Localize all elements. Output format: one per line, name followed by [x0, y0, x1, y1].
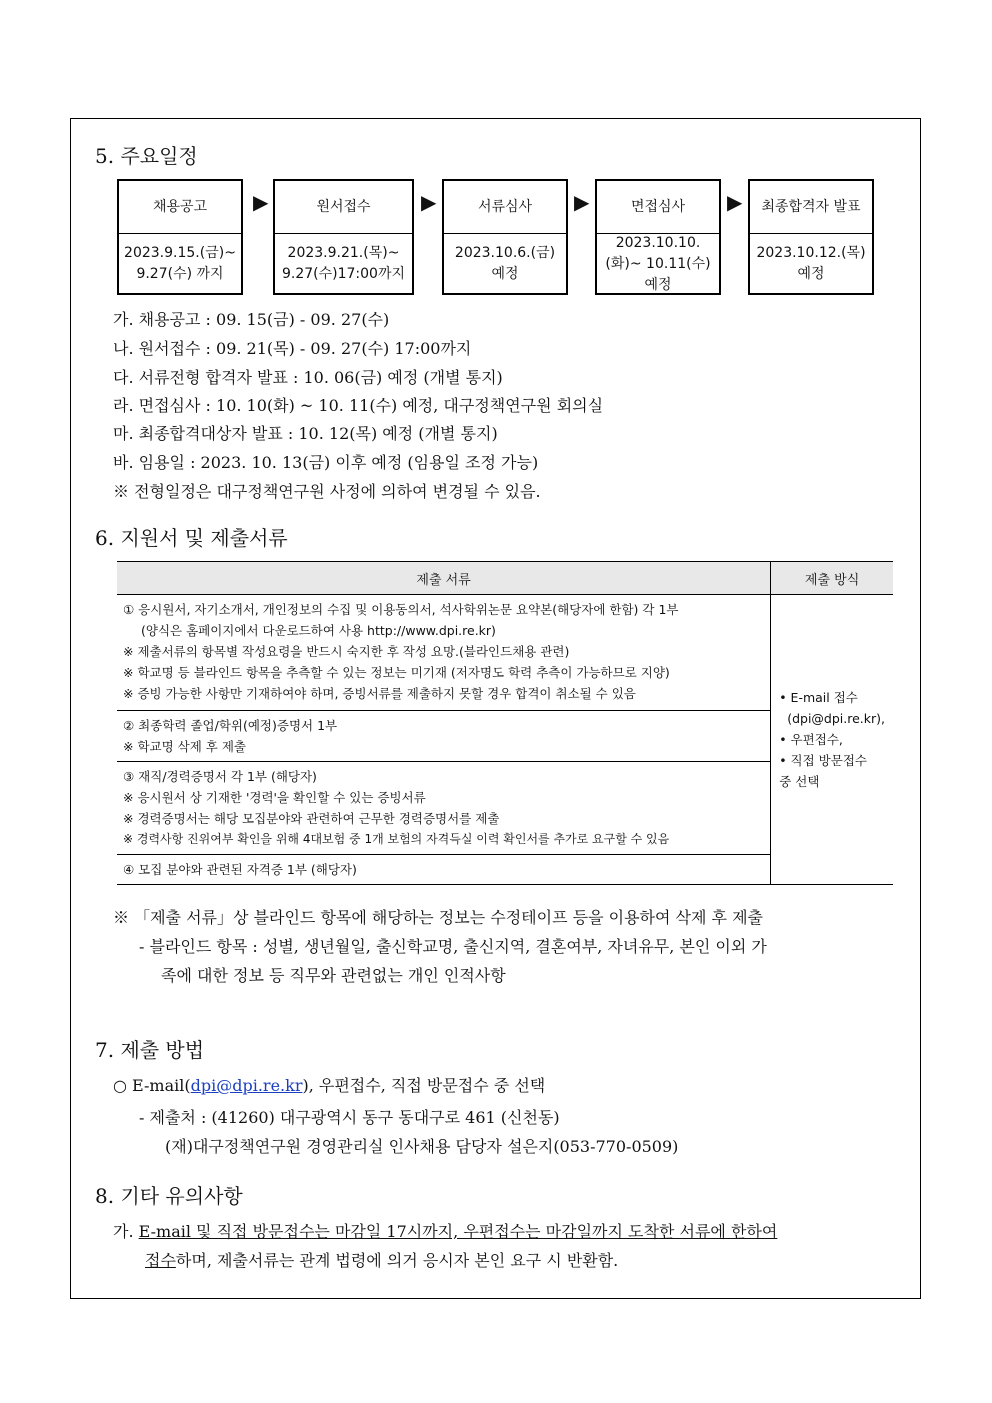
schedule-line: 바. 임용일 : 2023. 10. 13(금) 이후 예정 (임용일 조정 가능) [113, 453, 539, 472]
doc-note: ※ 증빙 가능한 사항만 기재하여야 하며, 증빙서류를 제출하지 못할 경우 합격이 취소될 수 있음 [123, 686, 636, 701]
section5-title: 5. 주요일정 [95, 144, 198, 168]
header-docs: 제출 서류 [117, 562, 771, 595]
step-label: 채용공고 [119, 181, 241, 234]
schedule-line: 라. 면접심사 : 10. 10(화) ~ 10. 11(수) 예정, 대구정책연구원 회의실 [113, 396, 604, 415]
documents-table [117, 561, 893, 885]
table-row [117, 595, 893, 711]
doc-note: ※ 제출서류의 항목별 작성요령을 반드시 숙지한 후 작성 요망.(블라인드채용 관련) [123, 644, 570, 659]
arrow-icon: ▶ [253, 190, 269, 214]
schedule-step-2 [273, 179, 414, 295]
doc-note: ※ 응시원서 상 기재한 '경력'을 확인할 수 있는 증빙서류 [123, 790, 426, 805]
doc-item: ③ 재직/경력증명서 각 1부 (해당자) [123, 769, 317, 784]
step-date: 2023.9.15.(금)~ 9.27(수) 까지 [124, 245, 236, 282]
section8-title: 8. 기타 유의사항 [95, 1184, 243, 1208]
step-label: 서류심사 [444, 181, 566, 234]
schedule-step-3 [442, 179, 568, 295]
arrow-icon: ▶ [727, 190, 743, 214]
notice-line: 가. E-mail 및 직접 방문접수는 마감일 17시까지, 우편접수는 마감일까지 도착한 서류에 한하여 [113, 1222, 778, 1241]
schedule-step-4 [595, 179, 721, 295]
doc-item: ④ 모집 분야와 관련된 자격증 1부 (해당자) [123, 862, 357, 877]
blind-items: - 블라인드 항목 : 성별, 생년월일, 출신학교명, 출신지역, 결혼여부, 자녀유무, 본인 이외 가 [139, 937, 767, 956]
email-link[interactable]: dpi@dpi.re.kr [190, 1076, 303, 1095]
arrow-icon: ▶ [421, 190, 437, 214]
header-method: 제출 방식 [771, 562, 893, 595]
step-label: 면접심사 [597, 181, 719, 234]
schedule-step-1 [117, 179, 243, 295]
doc-item: ② 최종학력 졸업/학위(예정)증명서 1부 [123, 718, 338, 733]
step-label: 최종합격자 발표 [750, 181, 872, 234]
contact-line: (재)대구정책연구원 경영관리실 인사채용 담당자 설은지(053-770-0509) [165, 1137, 679, 1156]
method-line: • 우편접수, [779, 732, 843, 747]
method-line: • 직접 방문접수 [779, 753, 867, 768]
step-date: 2023.10.6.(금) 예정 [454, 245, 556, 282]
address-line: - 제출처 : (41260) 대구광역시 동구 동대구로 461 (신천동) [139, 1108, 560, 1127]
method-email: (dpi@dpi.re.kr), [787, 711, 885, 726]
method-line: • E-mail 접수 [779, 690, 858, 705]
doc-item: ① 응시원서, 자기소개서, 개인정보의 수집 및 이용동의서, 석사학위논문 요약본(해당자에 한함) 각 1부 [123, 602, 679, 617]
doc-note: ※ 경력사항 진위여부 확인을 위해 4대보험 중 1개 보험의 자격득실 이력 확인서를 추가로 요구할 수 있음 [123, 832, 670, 846]
schedule-note: ※ 전형일정은 대구정책연구원 사정에 의하여 변경될 수 있음. [113, 482, 541, 501]
submission-method [771, 595, 893, 885]
blind-note: ※ 「제출 서류」상 블라인드 항목에 해당하는 정보는 수정테이프 등을 이용하여 삭제 후 제출 [113, 908, 763, 927]
section6-title: 6. 지원서 및 제출서류 [95, 526, 288, 550]
step-date: 2023.10.10.(화)~ 10.11(수) 예정 [605, 234, 711, 293]
doc-note: ※ 학교명 등 블라인드 항목을 추측할 수 있는 정보는 미기재 (저자명도 학력 추측이 가능하므로 지양) [123, 665, 670, 680]
step-date: 2023.10.12.(목) 예정 [756, 245, 866, 282]
schedule-line: 가. 채용공고 : 09. 15(금) - 09. 27(수) [113, 310, 390, 329]
method-line: 중 선택 [779, 774, 820, 789]
section7-title: 7. 제출 방법 [95, 1038, 205, 1062]
step-date: 2023.9.21.(목)~ 9.27(수)17:00까지 [281, 245, 405, 282]
schedule-line: 마. 최종합격대상자 발표 : 10. 12(목) 예정 (개별 통지) [113, 424, 498, 443]
arrow-icon: ▶ [574, 190, 590, 214]
notice-line-cont: 접수하며, 제출서류는 관계 법령에 의거 응시자 본인 요구 시 반환함. [145, 1251, 619, 1270]
doc-note: ※ 학교명 삭제 후 제출 [123, 739, 246, 754]
schedule-line: 다. 서류전형 합격자 발표 : 10. 06(금) 예정 (개별 통지) [113, 368, 503, 387]
submission-line: ○ E-mail(dpi@dpi.re.kr), 우편접수, 직접 방문접수 중 선택 [113, 1076, 546, 1095]
schedule-step-5 [748, 179, 874, 295]
blind-items-cont: 족에 대한 정보 등 직무와 관련없는 개인 인적사항 [161, 966, 506, 985]
doc-note: (양식은 홈페이지에서 다운로드하여 사용 http://www.dpi.re.kr) [141, 623, 496, 638]
schedule-line: 나. 원서접수 : 09. 21(목) - 09. 27(수) 17:00까지 [113, 339, 472, 358]
doc-note: ※ 경력증명서는 해당 모집분야와 관련하여 근무한 경력증명서를 제출 [123, 811, 500, 826]
step-label: 원서접수 [275, 181, 412, 234]
